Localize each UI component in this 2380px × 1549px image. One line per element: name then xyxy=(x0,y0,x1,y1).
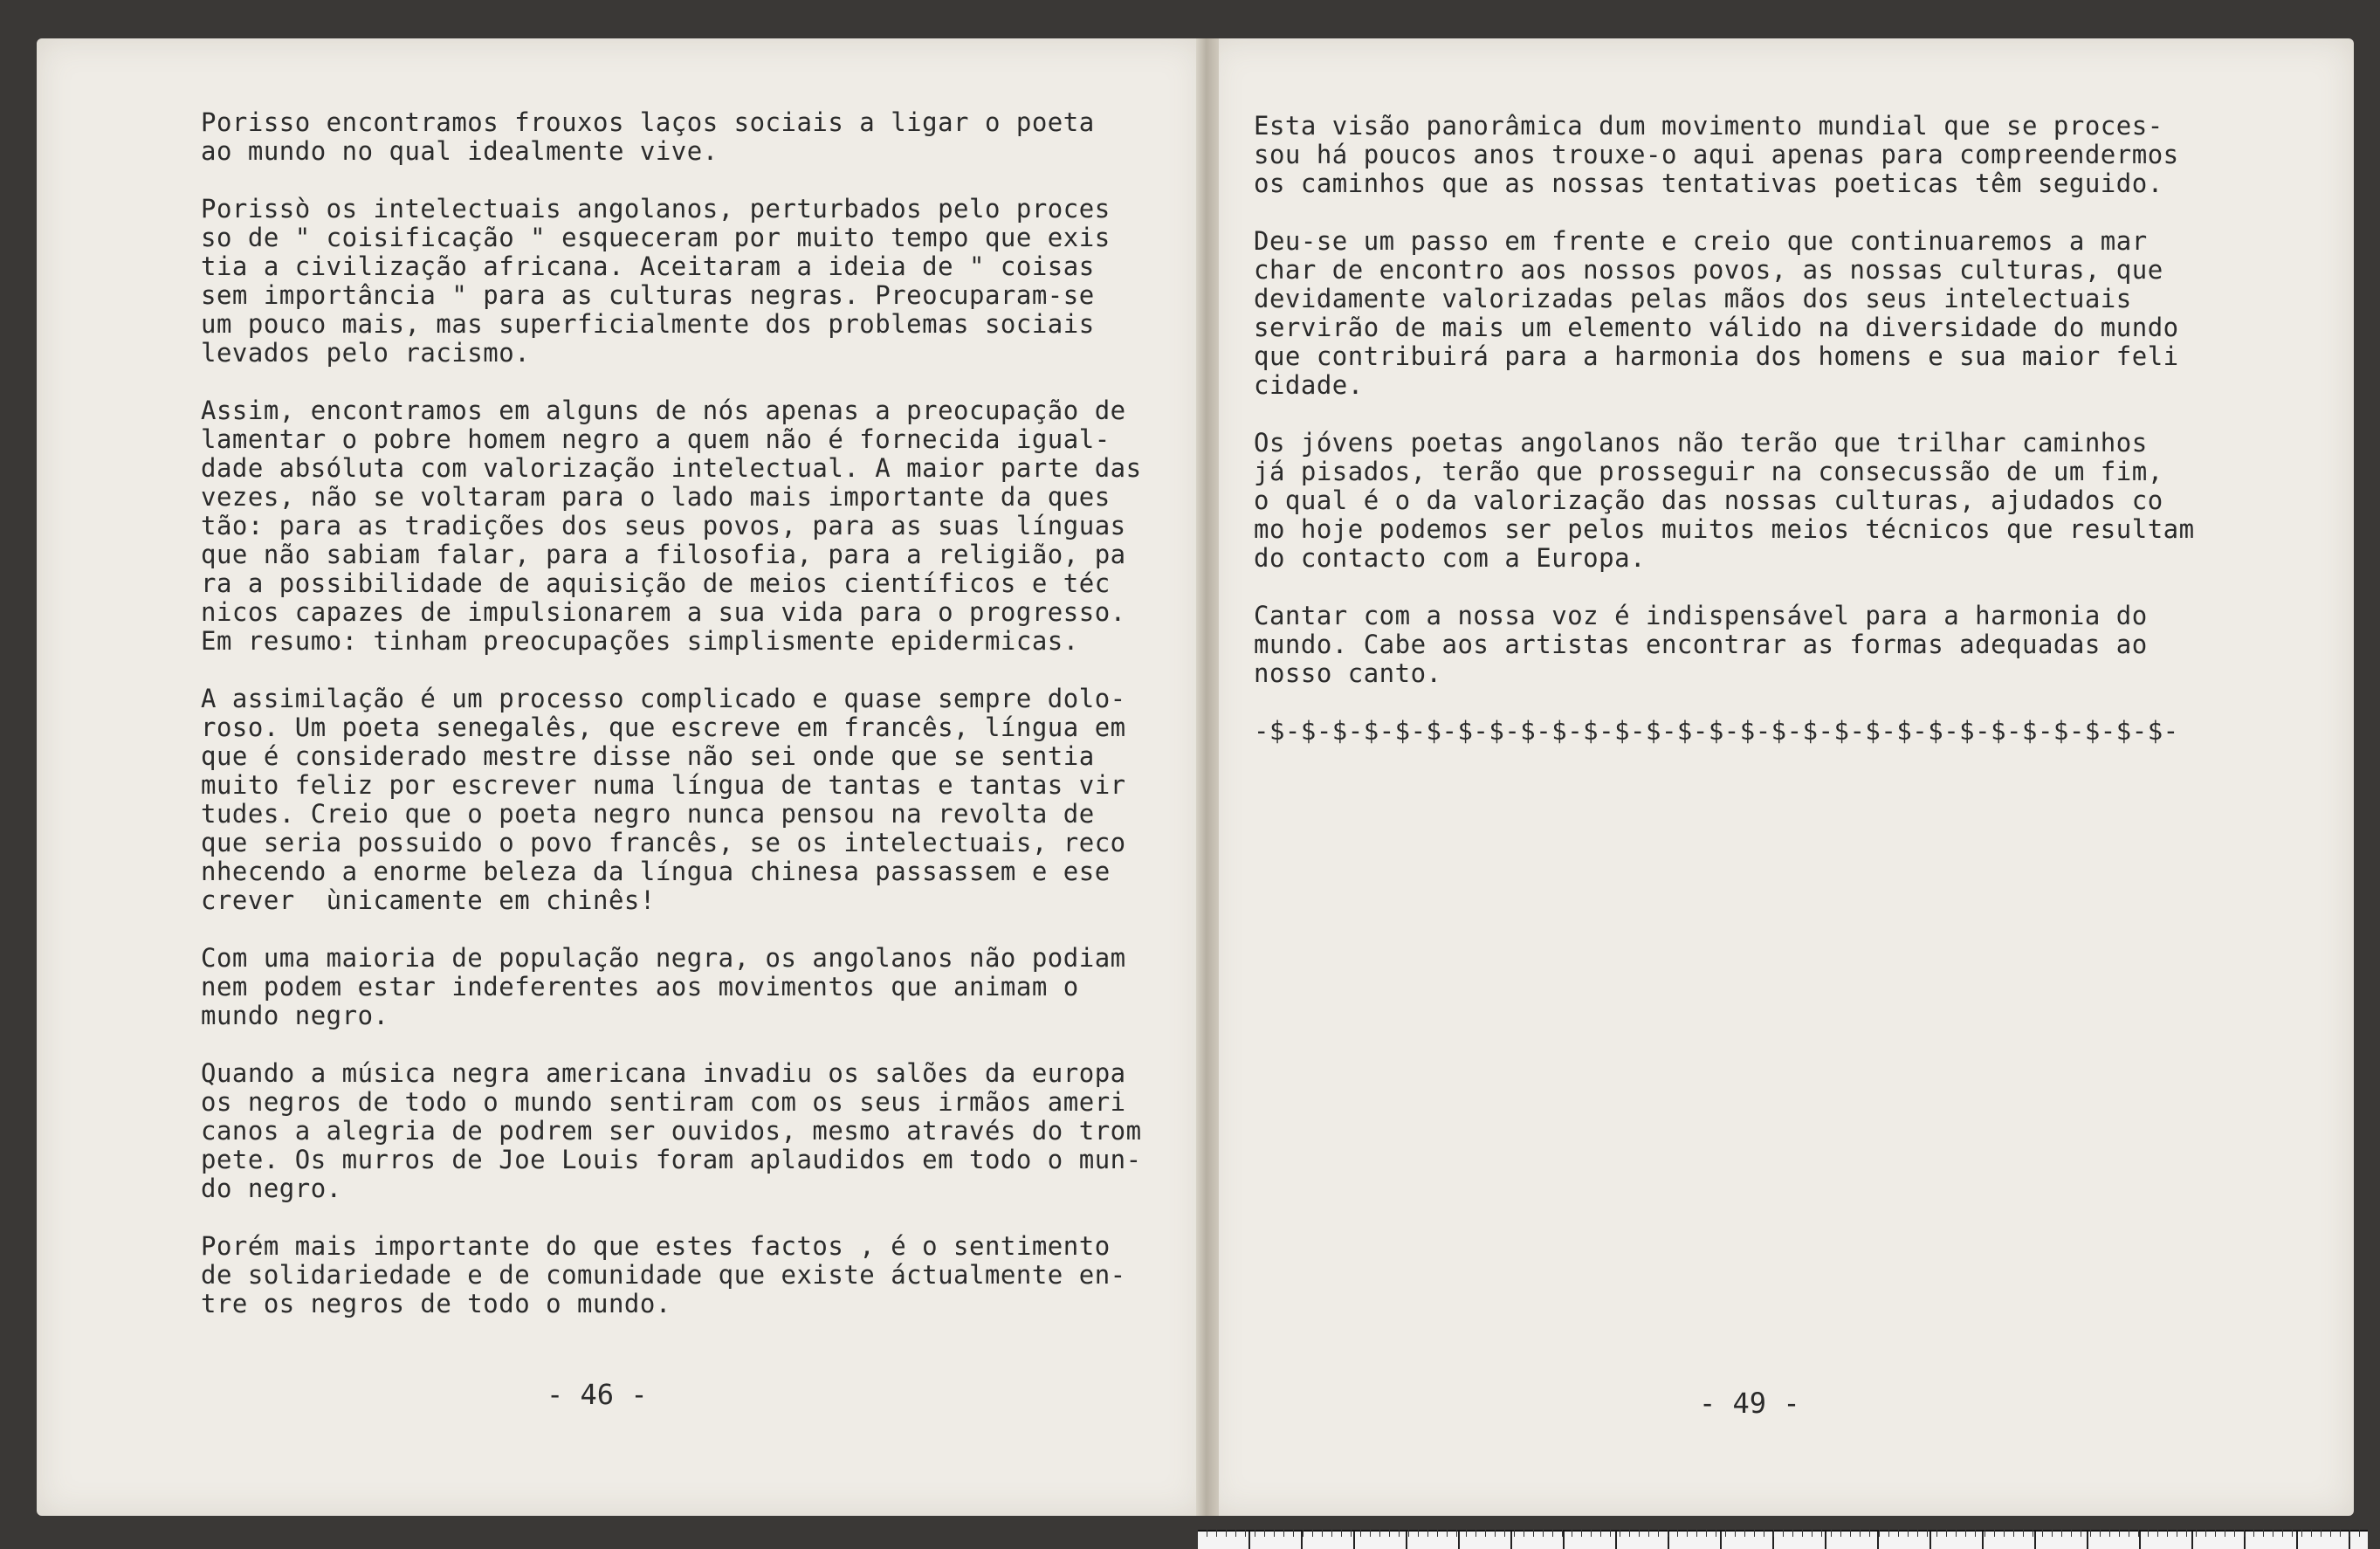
left-paragraph-5: Com uma maioria de população negra, os angolanos não podiam nem podem estar indeferentes aos movimentos que animam o mundo negro. xyxy=(201,943,1126,1030)
left-paragraph-4: A assimilação é um processo complicado e quase sempre dolo- roso. Um poeta senegalês, que escreve em francês, língua em que é considerado mestre disse não sei onde que se sentia muito feliz por escrever numa língua de tantas e tantas vir tudes. Creio que o poeta negro nunca pensou na revolta de que seria possuido o povo francês, se os intelectuais, reco nhecendo a enorme beleza da língua chinesa passassem e ese crever ùnicamente em chinês! xyxy=(201,684,1126,915)
separator-line: -$-$-$-$-$-$-$-$-$-$-$-$-$-$-$-$-$-$-$-$-$-$-$-$-$-$-$-$-$- xyxy=(1254,716,2179,746)
left-paragraph-7: Porém mais importante do que estes factos , é o sentimento de solidariedade e de comunidade que existe áctualmente en- tre os negros de todo o mundo. xyxy=(201,1231,1126,1318)
right-page-number: - 49 - xyxy=(1699,1387,1800,1420)
right-paragraph-3: Os jóvens poetas angolanos não terão que trilhar caminhos já pisados, terão que prosseguir na consecussão de um fim, o qual é o da valorização das nossas culturas, ajudados co mo hoje podemos ser pelos muitos meios técnicos que resultam do contacto com a Europa. xyxy=(1254,428,2195,573)
left-paragraph-6: Quando a música negra americana invadiu os salões da europa os negros de todo o mundo sentiram com os seus irmãos ameri canos a alegria de podrem ser ouvidos, mesmo através do trom pete. Os murros de Joe Louis foram aplaudidos em todo o mun- do negro. xyxy=(201,1058,1142,1203)
left-page-text xyxy=(201,108,1142,1347)
left-paragraph-1: Porisso encontramos frouxos laços sociais a ligar o poeta ao mundo no qual idealmente vive. xyxy=(201,107,1095,166)
right-paragraph-2: Deu-se um passo em frente e creio que continuaremos a mar char de encontro aos nossos povos, as nossas culturas, que devidamente valorizadas pelas mãos dos seus intelectuais servirão de mais um elemento válido na diversidade do mundo que contribuirá para a harmonia dos homens e sua maior feli cidade. xyxy=(1254,226,2179,400)
book-gutter xyxy=(1196,38,1219,1516)
right-paragraph-4: Cantar com a nossa voz é indispensável para a harmonia do mundo. Cabe aos artistas encontrar as formas adequadas ao nosso canto. xyxy=(1254,601,2148,688)
left-paragraph-3: Assim, encontramos em alguns de nós apenas a preocupação de lamentar o pobre homem negro a quem não é fornecida igual- dade absóluta com valorização intelectual. A maior parte das vezes, não se voltaram para o lado mais importante da ques tão: para as tradições dos seus povos, para as suas línguas que não sabiam falar, para a filosofia, para a religião, pa ra a possibilidade de aquisição de meios científicos e téc nicos capazes de impulsionarem a sua vida para o progresso. Em resumo: tinham preocupações simplismente epidermicas. xyxy=(201,396,1142,656)
right-page-text xyxy=(1254,112,2195,774)
right-paragraph-1: Esta visão panorâmica dum movimento mundial que se proces- sou há poucos anos trouxe-o aqui apenas para compreendermos os caminhos que as nossas tentativas poeticas têm seguido. xyxy=(1254,111,2179,198)
left-paragraph-2: Porissò os intelectuais angolanos, perturbados pelo proces so de " coisificação " esqueceram por muito tempo que exis tia a civilização africana. Aceitaram a ideia de " coisas sem importância " para as culturas negras. Preocuparam-se um pouco mais, mas superficialmente dos problemas sociais levados pelo racismo. xyxy=(201,194,1111,368)
scale-ruler-ticks xyxy=(1198,1530,2368,1537)
left-page-number: - 46 - xyxy=(547,1378,648,1411)
